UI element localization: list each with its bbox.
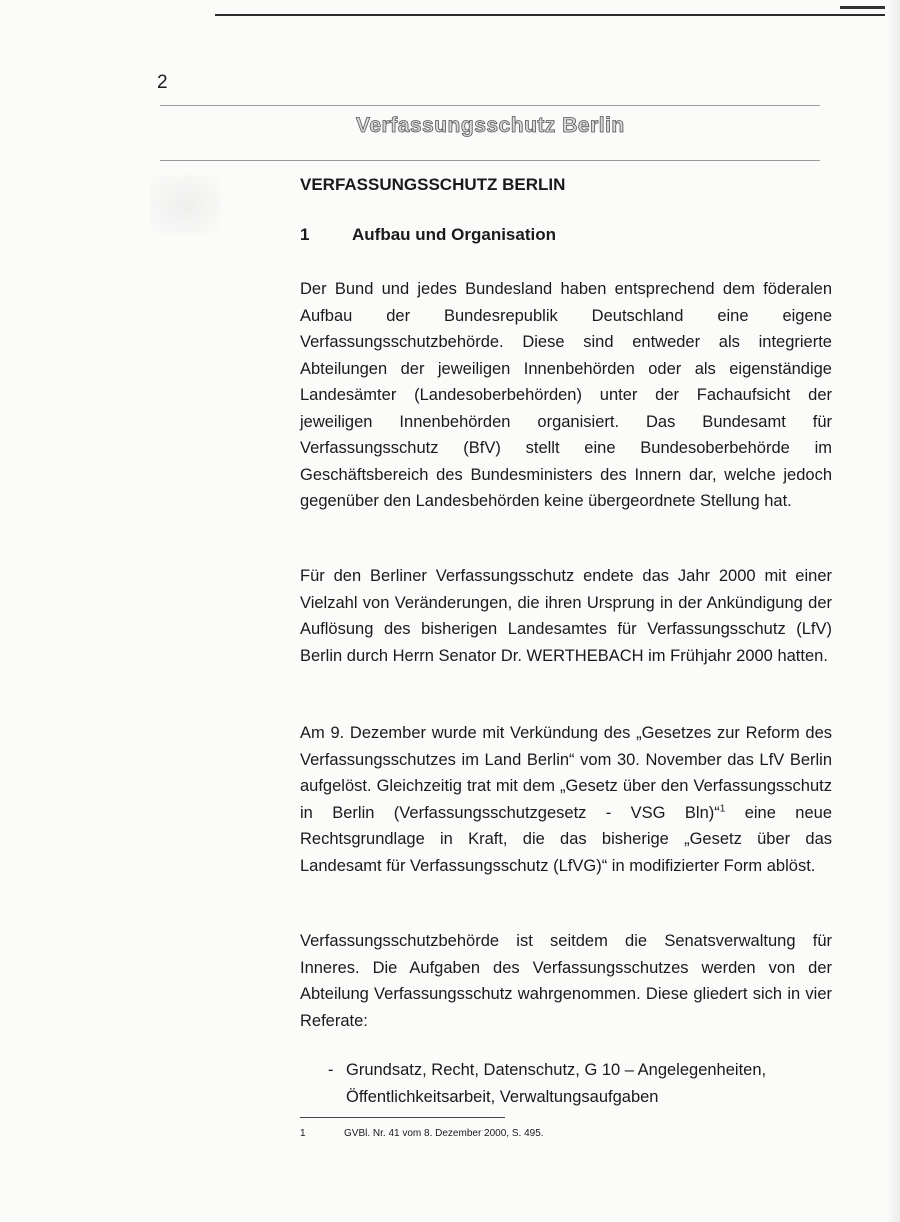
scan-edge-shadow bbox=[886, 0, 900, 1222]
scan-edge-mark bbox=[840, 6, 885, 9]
section-heading bbox=[300, 225, 556, 245]
list-item bbox=[300, 1057, 832, 1110]
paragraph-3 bbox=[300, 720, 832, 879]
paragraph-4: Verfassungsschutzbehörde ist seitdem die Senatsverwaltung für Inneres. Die Aufgaben des Verfassungsschutzes werden von der Abteilung Verfassungsschutz wahrgenommen. Diese gliedert sich in vier Referate: bbox=[300, 932, 832, 1030]
section-number: 1 bbox=[300, 225, 310, 244]
paragraph-1: Der Bund und jedes Bundesland haben entsprechend dem föderalen Aufbau der Bundesrepublik Deutschland eine eigene Verfassungsschutzbehörde. Diese sind entweder als integrierte Abteilungen der jeweiligen Innenbehörden oder als eigenständige Landesämter (Landesoberbehörden) unter der Fachaufsicht der jeweiligen Innenbehörden organisiert. Das Bundesamt für Verfassungsschutz (BfV) stellt eine Bundesoberbehörde im Geschäftsbereich des Bundesministers des Innern dar, welche jedoch gegenüber den Landesbehörden keine übergeordnete Stellung hat. bbox=[300, 280, 832, 510]
page-number: 2 bbox=[157, 72, 168, 93]
running-header bbox=[300, 114, 690, 138]
list-marker: - bbox=[328, 1061, 334, 1079]
header-rule-top bbox=[160, 105, 820, 106]
running-header-text: Verfassungsschutz Berlin bbox=[356, 114, 625, 137]
paragraph-3-text-a: Am 9. Dezember wurde mit Verkündung des „Gesetzes zur Reform des Verfassungsschutzes im Land Berlin“ vom 30. November das LfV Berlin aufgelöst. Gleichzeitig trat mit dem „Gesetz über den Verfassungsschutz in Berlin (Verfassungsschutzgesetz - VSG Bln)“ bbox=[300, 724, 832, 822]
footnote-number: 1 bbox=[300, 1128, 306, 1139]
footnote-reference[interactable]: 1 bbox=[719, 803, 726, 814]
section-title: Aufbau und Organisation bbox=[352, 225, 556, 244]
header-rule-bottom bbox=[160, 160, 820, 161]
footnote bbox=[300, 1128, 544, 1139]
list-item-text: Grundsatz, Recht, Datenschutz, G 10 – Angelegenheiten, Öffentlichkeitsarbeit, Verwaltungsaufgaben bbox=[346, 1061, 767, 1106]
footnote-text: GVBl. Nr. 41 vom 8. Dezember 2000, S. 495. bbox=[344, 1128, 544, 1139]
paragraph-3-text-b: eine neue Rechtsgrundlage in Kraft, die das bisherige „Gesetz über das Landesamt für Verfassungsschutz (LfVG)“ in modifizierter Form ablöst. bbox=[300, 803, 832, 875]
scan-edge-line bbox=[215, 14, 885, 16]
document-title: VERFASSUNGSSCHUTZ BERLIN bbox=[300, 175, 566, 194]
footnote-rule bbox=[300, 1117, 505, 1118]
paragraph-2: Für den Berliner Verfassungsschutz endete das Jahr 2000 mit einer Vielzahl von Veränderungen, die ihren Ursprung in der Ankündigung der Auflösung des bisherigen Landesamtes für Verfassungsschutz (LfV) Berlin durch Herrn Senator Dr. WERTHEBACH im Frühjahr 2000 hatten. bbox=[300, 567, 832, 665]
scan-smudge bbox=[150, 175, 220, 235]
